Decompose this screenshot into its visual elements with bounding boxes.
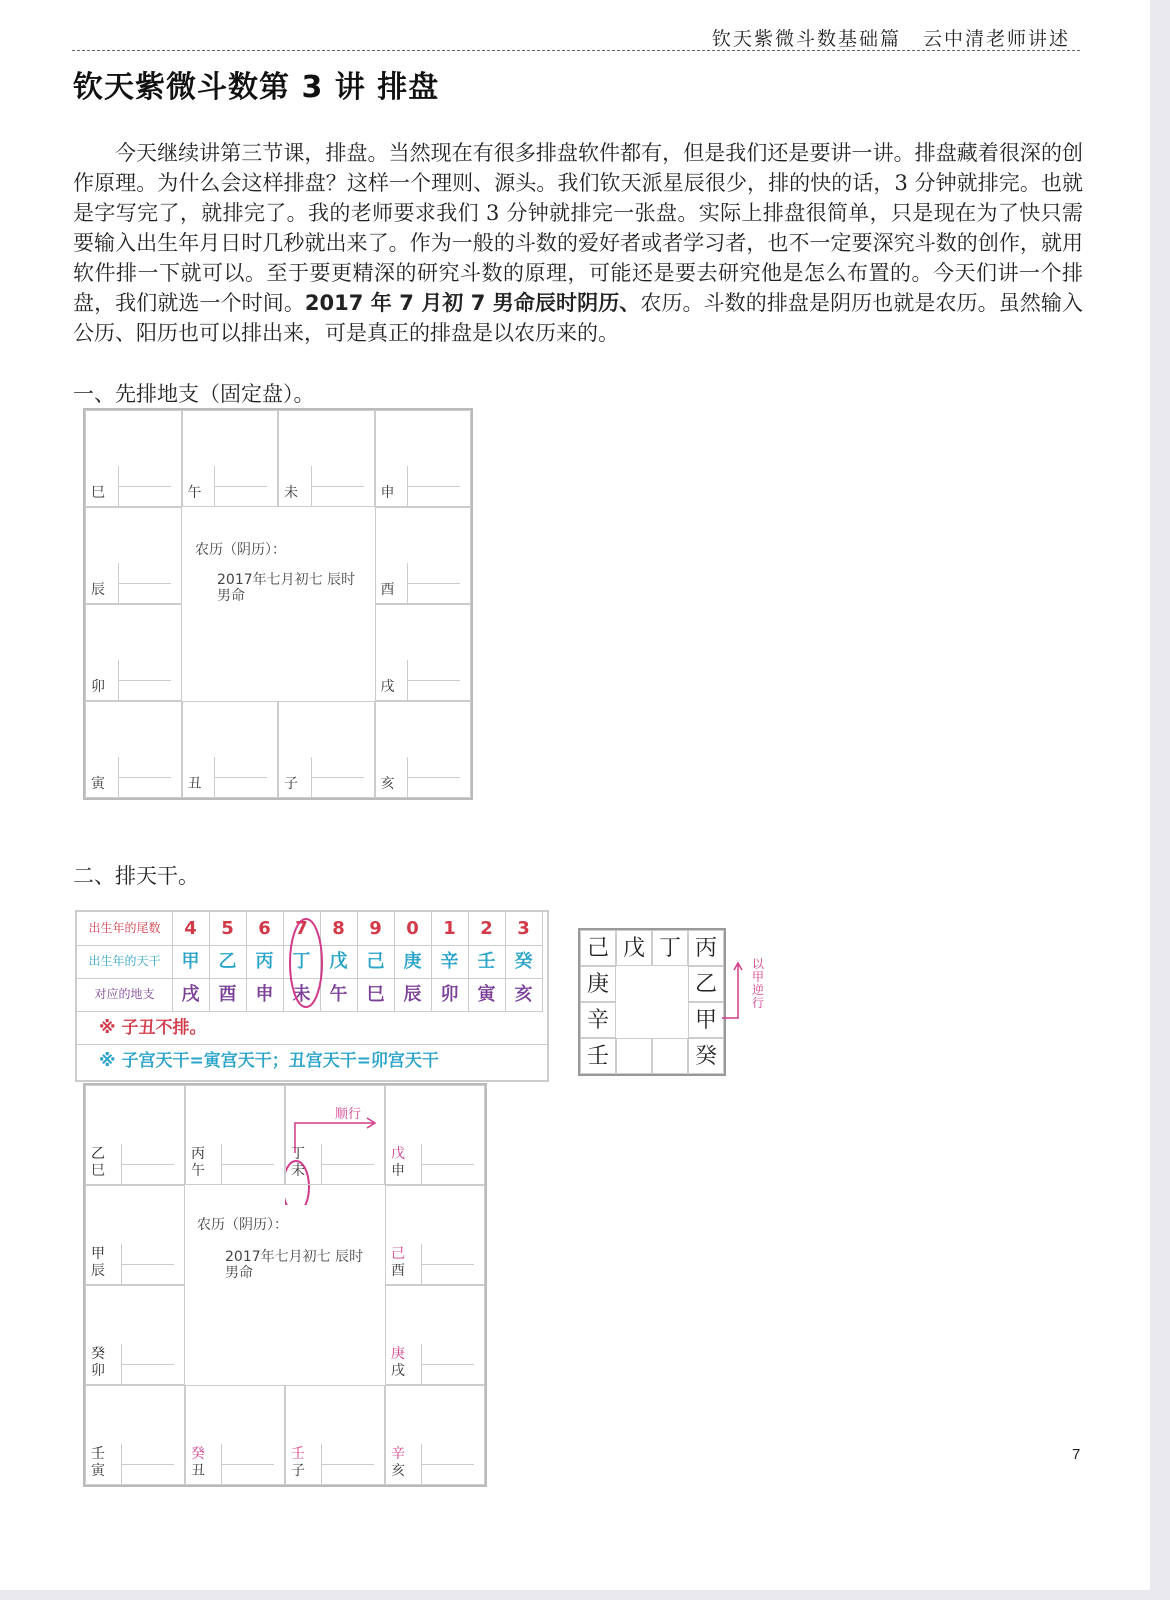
palace-卯 <box>85 604 182 701</box>
palace-boxes <box>221 1144 274 1184</box>
branch-label: 酉 <box>391 1263 405 1279</box>
header-book-title: 钦天紫微斗数基础篇 <box>711 28 901 50</box>
palace-boxes <box>121 1444 174 1484</box>
table-cell: 巳 <box>357 978 395 1012</box>
table-cell: 9 <box>357 912 395 946</box>
stem-label: 丁 <box>291 1146 305 1162</box>
table-cell: 午 <box>320 978 358 1012</box>
palace-boxes <box>321 1444 374 1484</box>
stem-label: 壬 <box>91 1446 105 1462</box>
branch-label: 巳 <box>91 485 105 501</box>
palace-未 <box>285 1085 385 1185</box>
header-rule <box>72 50 1080 51</box>
palace-boxes <box>121 1144 174 1184</box>
chart-center-text <box>195 542 355 604</box>
table-cell: 4 <box>172 912 210 946</box>
center-line-2: 2017年七月初七 辰时 <box>217 572 356 588</box>
stem-lookup-table <box>75 910 549 1082</box>
palace-申 <box>375 410 472 507</box>
mini-empty-cell <box>652 1038 688 1074</box>
row-label: 对应的地支 <box>77 978 173 1012</box>
branch-label: 子 <box>291 1463 305 1479</box>
table-cell: 丁 <box>283 945 321 979</box>
palace-酉 <box>375 507 472 604</box>
center2-line-3: 男命 <box>225 1265 253 1281</box>
palace-申 <box>385 1085 485 1185</box>
branch-label: 寅 <box>91 1463 105 1479</box>
palace-boxes <box>407 660 460 700</box>
paragraph-bold: 2017 年 7 月初 7 男命辰时阴历、 <box>304 291 641 315</box>
palace-boxes <box>118 757 171 797</box>
palace-boxes <box>421 1444 474 1484</box>
stem-label: 甲 <box>91 1246 105 1262</box>
branch-label: 戌 <box>391 1363 405 1379</box>
table-cell: 戊 <box>320 945 358 979</box>
stem-label: 癸 <box>91 1346 105 1362</box>
palace-子 <box>278 701 375 798</box>
mini-cell: 戊 <box>616 930 652 966</box>
table-cell: 寅 <box>468 978 506 1012</box>
palace-boxes <box>214 466 267 506</box>
palace-boxes <box>421 1144 474 1184</box>
table-cell: 戌 <box>172 978 210 1012</box>
mini-cell: 丙 <box>688 930 724 966</box>
stem-label: 壬 <box>291 1446 305 1462</box>
palace-子 <box>285 1385 385 1485</box>
stem-label: 己 <box>391 1246 405 1262</box>
page-title: 钦天紫微斗数第 3 讲 排盘 <box>73 70 440 105</box>
branch-label: 丑 <box>187 776 202 792</box>
table-note-2: ※ 子宫天干=寅宫天干；丑宫天干=卯宫天干 <box>99 1051 439 1071</box>
table-cell: 甲 <box>172 945 210 979</box>
chart2-center-text <box>197 1217 363 1281</box>
table-cell: 5 <box>209 912 247 946</box>
mini-cell: 乙 <box>688 966 724 1002</box>
table-cell: 己 <box>357 945 395 979</box>
running-header <box>712 24 1070 51</box>
table-cell: 壬 <box>468 945 506 979</box>
table-cell: 癸 <box>505 945 543 979</box>
row-label: 出生年的尾数 <box>77 912 173 946</box>
palace-boxes <box>311 466 364 506</box>
mini-empty-cell <box>616 1038 652 1074</box>
palace-亥 <box>375 701 472 798</box>
center-line-3: 男命 <box>217 588 245 604</box>
palace-午 <box>182 410 279 507</box>
header-teacher: 云中清老师讲述 <box>922 28 1070 50</box>
palace-丑 <box>185 1385 285 1485</box>
palace-戌 <box>375 604 472 701</box>
palace-丑 <box>182 701 279 798</box>
center2-line-1: 农历（阴历）： <box>197 1217 288 1233</box>
table-cell: 乙 <box>209 945 247 979</box>
palace-boxes <box>321 1144 374 1184</box>
branch-label: 卯 <box>91 679 105 695</box>
palace-巳 <box>85 1085 185 1185</box>
palace-戌 <box>385 1285 485 1385</box>
table-cell: 1 <box>431 912 469 946</box>
table-cell: 亥 <box>505 978 543 1012</box>
highlight-ellipse <box>287 914 325 1010</box>
palace-酉 <box>385 1185 485 1285</box>
stem-label: 辛 <box>391 1446 405 1462</box>
mini-cell: 庚 <box>580 966 616 1002</box>
table-cell: 2 <box>468 912 506 946</box>
palace-boxes <box>118 563 171 603</box>
mini-cell: 辛 <box>580 1002 616 1038</box>
branch-label: 酉 <box>380 582 395 598</box>
palace-午 <box>185 1085 285 1185</box>
branch-label: 子 <box>284 776 298 792</box>
mini-cell: 壬 <box>580 1038 616 1074</box>
branch-label: 辰 <box>91 582 105 598</box>
branch-label: 申 <box>391 1163 405 1179</box>
mini-cell: 癸 <box>688 1038 724 1074</box>
palace-boxes <box>214 757 267 797</box>
palace-boxes <box>407 757 460 797</box>
mini-cell: 己 <box>580 930 616 966</box>
palace-boxes <box>118 660 171 700</box>
paragraph-text: 今天继续讲第三节课，排盘。当然现在有很多排盘软件都有，但是我们还是要讲一讲。排盘藏着很深的创作原理。为什么会这样排盘？这样一个理则、源头。我们钦天派星辰很少，排的快的话，3 分钟就排完。也就是字写完了，就排完了。我的老师要求我们 3 分钟就排完一张盘。实际上排盘很简单，只是现在为了快只需要输入出生年月日时几秒就出来了。作为一般的斗数的爱好者或者学习者，也不一定要深究斗数的创作，就用软件排一下就可以。至于要更精深的研究斗数的原理，可能还是要去研究他是怎么布置的。今天们讲一个排盘，我们就选一个时间。 <box>73 141 1083 315</box>
paragraph-text-2: 农历。斗数的排盘是阴历也就是农历。虽然输入公历、阳历也可以排出来，可是真正的排盘是以农历来的。 <box>73 291 1083 345</box>
palace-boxes <box>118 466 171 506</box>
row-label: 出生年的天干 <box>77 945 173 979</box>
stem-label: 戊 <box>391 1146 405 1162</box>
branch-label: 戌 <box>380 679 395 695</box>
branch-label: 寅 <box>91 776 105 792</box>
branch-label: 未 <box>291 1163 305 1179</box>
palace-亥 <box>385 1385 485 1485</box>
branch-label: 亥 <box>391 1463 405 1479</box>
table-cell: 0 <box>394 912 432 946</box>
table-cell: 6 <box>246 912 284 946</box>
table-cell: 3 <box>505 912 543 946</box>
stem-label: 庚 <box>391 1346 405 1362</box>
stem-label: 癸 <box>191 1446 205 1462</box>
palace-未 <box>278 410 375 507</box>
palace-boxes <box>407 563 460 603</box>
palace-boxes <box>311 757 364 797</box>
palace-辰 <box>85 507 182 604</box>
table-cell: 8 <box>320 912 358 946</box>
body-paragraph <box>73 138 1083 348</box>
branch-label: 卯 <box>91 1363 105 1379</box>
branch-label: 巳 <box>91 1163 105 1179</box>
table-cell: 辛 <box>431 945 469 979</box>
palace-辰 <box>85 1185 185 1285</box>
branch-label: 丑 <box>191 1463 205 1479</box>
branch-label: 亥 <box>380 776 395 792</box>
branch-label: 午 <box>187 485 202 501</box>
palace-boxes <box>121 1344 174 1384</box>
palace-boxes <box>421 1344 474 1384</box>
branch-label: 申 <box>380 485 395 501</box>
table-cell: 7 <box>283 912 321 946</box>
palace-boxes <box>221 1444 274 1484</box>
branch-label: 午 <box>191 1163 205 1179</box>
center-line-1: 农历（阴历）： <box>195 542 286 558</box>
branch-label: 辰 <box>91 1263 105 1279</box>
palace-boxes <box>407 466 460 506</box>
table-cell: 酉 <box>209 978 247 1012</box>
section-heading-1: 一、先排地支（固定盘）。 <box>73 382 315 406</box>
stem-mini-grid <box>578 928 726 1076</box>
table-cell: 卯 <box>431 978 469 1012</box>
branch-label: 未 <box>284 485 298 501</box>
stem-branch-chart <box>83 1083 487 1487</box>
palace-巳 <box>85 410 182 507</box>
palace-卯 <box>85 1285 185 1385</box>
palace-boxes <box>421 1244 474 1284</box>
branch-chart <box>83 408 473 800</box>
reverse-arrow-icon <box>718 960 748 1024</box>
table-cell: 申 <box>246 978 284 1012</box>
palace-寅 <box>85 701 182 798</box>
stem-label: 乙 <box>91 1146 105 1162</box>
palace-boxes <box>121 1244 174 1284</box>
mini-cell: 丁 <box>652 930 688 966</box>
center2-line-2: 2017年七月初七 辰时 <box>225 1249 364 1265</box>
table-cell: 辰 <box>394 978 432 1012</box>
section-heading-2: 二、排天干。 <box>73 864 199 888</box>
direction-label: 顺行 <box>335 1107 362 1122</box>
table-cell: 未 <box>283 978 321 1012</box>
page-number: 7 <box>1072 1446 1081 1463</box>
table-cell: 庚 <box>394 945 432 979</box>
table-cell: 丙 <box>246 945 284 979</box>
reverse-arrow-label: 以甲逆行 <box>752 957 765 1010</box>
palace-寅 <box>85 1385 185 1485</box>
table-note-1: ※ 子丑不排。 <box>99 1018 207 1038</box>
mini-cell: 甲 <box>688 1002 724 1038</box>
stem-label: 丙 <box>191 1146 205 1162</box>
